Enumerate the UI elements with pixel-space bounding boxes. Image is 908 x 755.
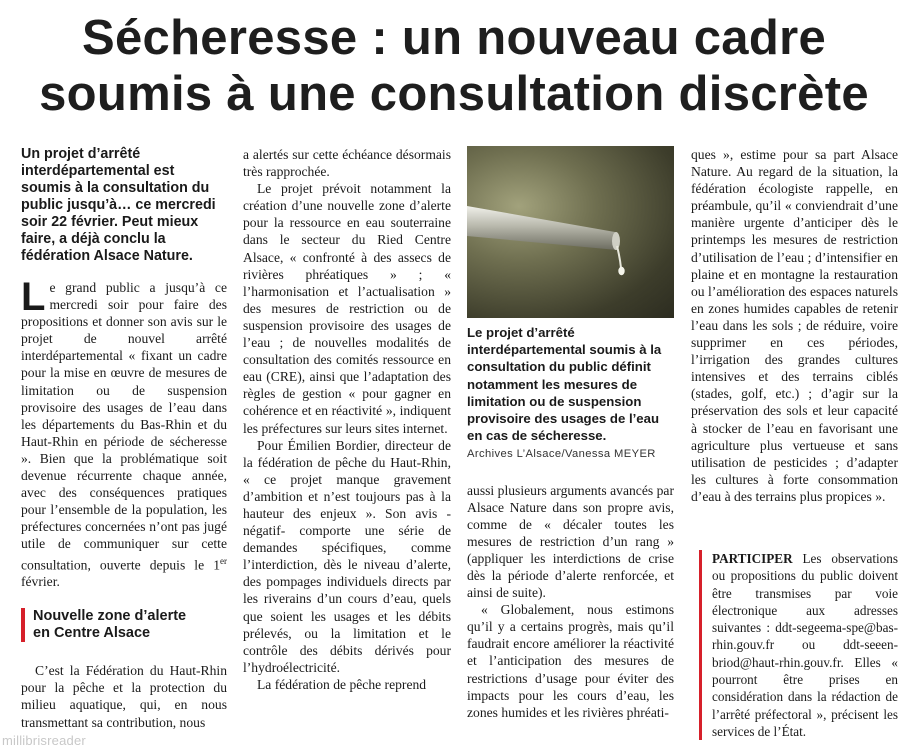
headline-line-2: soumis à une consultation discrète [39, 67, 869, 121]
box-text: Les observations ou propositions du public doivent être transmises par voie électronique aux adresses suivantes : ddt-segeema-spe@bas-rhin.gouv.fr ou ddt-seeen-briod@haut-rhin.gouv.fr. Elles « pourront être prises en considération dans la rédaction de l’arrêté préfectoral », précisent les services de l’État. [712, 551, 898, 739]
body-paragraph: La fédération de pêche reprend [257, 676, 427, 692]
photo-block [467, 146, 674, 464]
body-paragraph: Le projet prévoit notamment la création d’une nouvelle zone d’alerte pour la ressource en eau souterraine dans le secteur du Ried Centre Alsace, « confronté à des assecs de rivières phréatiques » ; « l’harmonisation et l’actualisation » des mesures de restriction ou de suspension provisoire des usages de l’eau ; de nouvelles modalités de consultation des comités ressource en eau (CRE), ainsi que l’adaptation des règles de gestion « pour gagner en cohérence et en réactivité », indiquent les préfectures sur leurs sites internet. [243, 181, 451, 436]
photo-caption: Le projet d’arrêté interdépartemental soumis à la consultation du public définit notamment les mesures de limitation ou de suspension provisoire des usages de l’eau en cas de sécheresse. [467, 325, 662, 444]
headline [0, 10, 908, 122]
participer-box [699, 550, 898, 740]
photo-credit: Archives L’Alsace/Vanessa MEYER [467, 448, 656, 461]
photo-water-pipe [467, 146, 674, 318]
subheading-line-1: Nouvelle zone d’alerte [33, 608, 187, 625]
body-paragraph: a alertés sur cette échéance désormais très rapprochée. [243, 147, 451, 180]
lead-paragraph: Un projet d’arrêté interdépartemental est soumis à la consultation du public jusqu’à… ce mercredi soir 22 février. Peut mieux faire, a déjà conclu la fédération Alsace Nature. [21, 146, 216, 264]
drop-cap: L [21, 275, 46, 319]
subheading-line-2: en Centre Alsace [33, 625, 151, 642]
water-pipe-illustration [467, 146, 674, 318]
body-text-end: février. [21, 574, 60, 590]
ordinal-superscript: er [220, 555, 227, 566]
body-paragraph: aussi plusieurs arguments avancés par Alsace Nature dans son propre avis, comme de « décaler toutes les mesures de restriction d’un rang » (appliquer les interdictions de crise dès la période d’alerte renforcée, et ainsi de suite). [467, 482, 674, 601]
body-text: e grand public a jusqu’à ce mercredi soir pour faire des propositions et donner son avis sur le projet de nouvel arrêté interdépartemental « fixant un cadre pour la mise en œuvre de mesures de limitation ou de suspension provisoire des usages de l’eau dans les départements du Bas-Rhin et du Haut-Rhin en période de sécheresse ». Bien que la problématique soit devenue récurrente chaque année, avec des conséquences pratiques pour l’ensemble de la population, les préfectures concernées n’ont pas jugé utile de communiquer sur cette consultation, ouverte depuis le 1 [21, 280, 227, 573]
body-paragraph: C’est la Fédération du Haut-Rhin pour la pêche et la protection du milieu aquatique, qui, en nous transmettant sa contribution, nous [21, 663, 227, 730]
body-paragraph: ques », estime pour sa part Alsace Nature. Au regard de la situation, la fédération écologiste rappelle, en préambule, qu’il « conviendrait d’une manière urgente d’anticiper dès le printemps les mesures de restriction d’utilisation de l’eau ; d’intensifier en plaine et en montagne la restauration ou l’amélioration des espaces naturels en zones humides capables de retenir l’eau dans les sols ; de réduire, voire supprimer en ces périodes, l’irrigation des grandes cultures intensives et des terrains ciblés (stades, golf, etc.) ; d’agir sur la préservation des sols et leur capacité à stocker de l’eau en favorisant une agriculture plus vertueuse et sans utilisation de pesticides ; d’adapter les cultures à forte consommation d’eau à des terrains plus propices ». [691, 147, 898, 504]
watermark: millibrisreader [2, 733, 86, 748]
body-paragraph: « Globalement, nous estimons qu’il y a certains progrès, mais qu’il faudrait encore améliorer la réactivité et l’anticipation des mesures de restrictions d’usage pour éviter des impacts pour les cours d’eau, les zones humides et les rivières phréati- [467, 602, 674, 720]
article-column-2 [243, 146, 451, 693]
body-paragraph: Pour Émilien Bordier, directeur de la fédération de pêche du Haut-Rhin, « ce projet manque gravement d’ambition et n’est toujours pas à la hauteur des enjeux ». Son avis -négatif- comporte une série de demandes spécifiques, comme l’interdiction, dès le niveau d’alerte, des pompages individuels directs par les riverains d’un cours d’eau, quels que soient les usages et les débits prélevés, ou la limitation et le contrôle des débits dérivés pour l’hydroélectricité. [243, 437, 451, 675]
body-paragraph [21, 275, 227, 590]
section-subheading [21, 608, 227, 642]
article-column-1 [21, 146, 227, 731]
article-column-3 [467, 146, 674, 721]
box-title: PARTICIPER [712, 551, 793, 566]
headline-line-1: Sécheresse : un nouveau cadre [81, 11, 826, 65]
article-column-4 [691, 146, 898, 505]
